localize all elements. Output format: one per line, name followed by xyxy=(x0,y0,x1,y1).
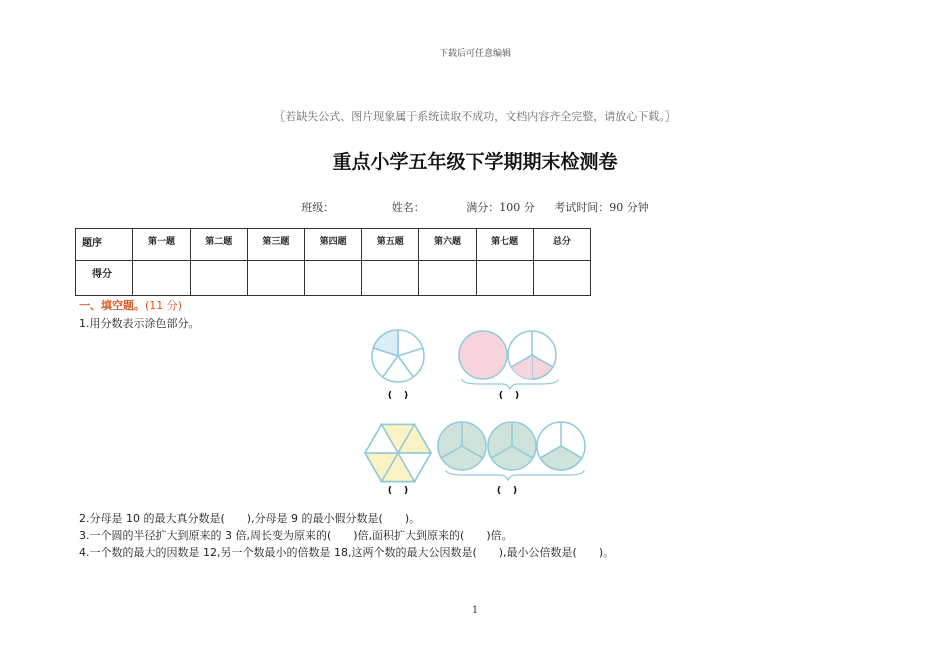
exam-time: 考试时间：90 分钟 xyxy=(554,201,649,214)
score-table-header-cell: 总分 xyxy=(533,229,590,261)
question-4: 4.一个数的最大的因数是 12,另一个数最小的倍数是 18,这两个数的最大公因数是( ),最小公倍数是( )。 xyxy=(79,546,615,559)
figure-answer-2: ( ) xyxy=(498,391,520,401)
figure-pink-circles xyxy=(459,331,558,389)
figure-hexagon xyxy=(365,424,431,481)
figure-answer-4: ( ) xyxy=(496,486,518,496)
page-title: 重点小学五年级下学期期末检测卷 xyxy=(332,151,618,173)
disclaimer: 〖若缺失公式、图片现象属于系统读取不成功，文档内容齐全完整，请放心下载。〗 xyxy=(274,110,676,123)
figure-answer-3: ( ) xyxy=(387,486,409,496)
score-row-label: 得分 xyxy=(76,261,133,296)
figure-green-circles xyxy=(438,422,585,480)
score-table-header-cell: 第二题 xyxy=(190,229,247,261)
full-score: 满分：100 分 xyxy=(466,201,535,214)
figure-answer-1: ( ) xyxy=(387,391,409,401)
score-table-header-cell: 第七题 xyxy=(476,229,533,261)
score-table-header-cell: 第六题 xyxy=(419,229,476,261)
score-table-header-cell: 题序 xyxy=(76,229,133,261)
section-title-text: 一、填空题。 xyxy=(79,299,145,312)
figure-circle-fifths xyxy=(372,330,424,382)
score-table-header-cell: 第一题 xyxy=(133,229,190,261)
question-3: 3.一个圆的半径扩大到原来的 3 倍,周长变为原来的( )倍,面积扩大到原来的( )倍。 xyxy=(79,529,513,542)
class-label: 班级： xyxy=(301,201,335,214)
score-table-header-cell: 第三题 xyxy=(247,229,304,261)
score-table-header-cell: 第四题 xyxy=(305,229,362,261)
section-points: (11 分) xyxy=(145,299,183,312)
page-number: 1 xyxy=(471,605,479,616)
question-1: 1.用分数表示涂色部分。 xyxy=(79,317,200,330)
score-table-header-cell: 第五题 xyxy=(362,229,419,261)
name-label: 姓名： xyxy=(391,201,425,214)
question-2: 2.分母是 10 的最大真分数是( ),分母是 9 的最小假分数是( )。 xyxy=(79,512,421,525)
header-note: 下载后可任意编辑 xyxy=(438,49,511,59)
